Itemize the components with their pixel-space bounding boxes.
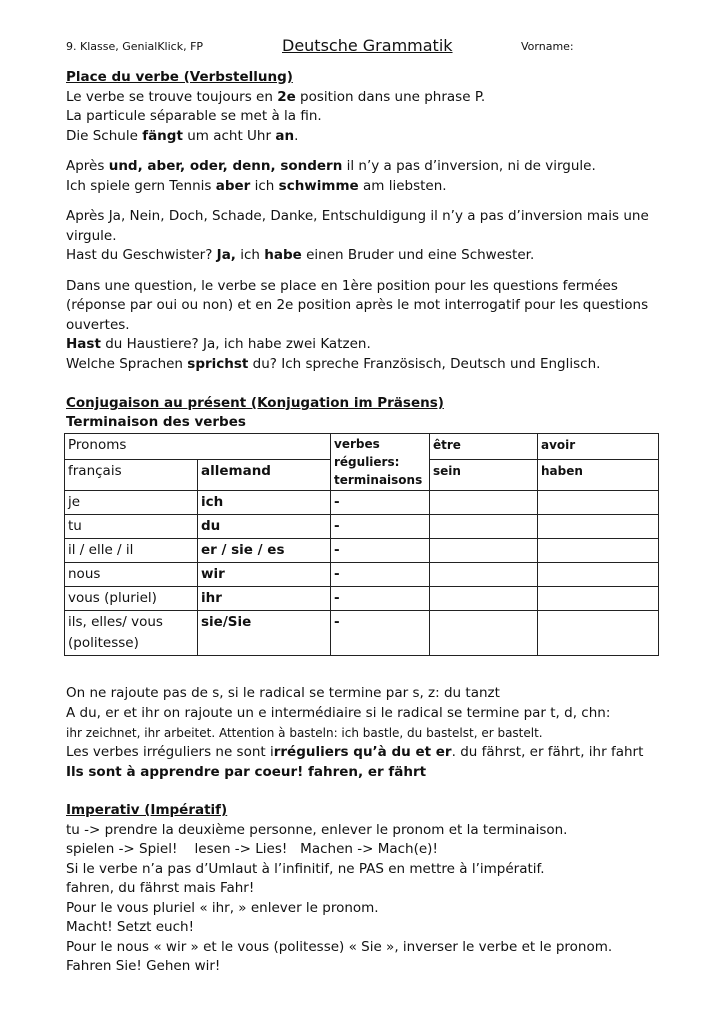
- section-heading-verbstellung: Place du verbe (Verbstellung): [66, 69, 293, 85]
- cell-ending: -: [331, 563, 430, 587]
- cell-allemand: du: [198, 515, 331, 539]
- subheading-terminaison: Terminaison des verbes: [66, 414, 246, 430]
- imperativ-line: Macht! Setzt euch!: [66, 919, 194, 935]
- cell-francais: nous: [65, 563, 198, 587]
- table-row: [65, 563, 659, 587]
- example-line: Ich spiele gern Tennis aber ich schwimme am liebsten.: [66, 178, 447, 194]
- imperativ-line: Si le verbe n’a pas d’Umlaut à l’infinitif, ne PAS en mettre à l’impératif.: [66, 861, 545, 877]
- table-row: [65, 611, 659, 656]
- table-row: [65, 491, 659, 515]
- cell-francais: il / elle / il: [65, 539, 198, 563]
- cell-francais: je: [65, 491, 198, 515]
- cell-sein: [430, 563, 538, 587]
- conjugation-table: [64, 433, 659, 656]
- cell-francais: tu: [65, 515, 198, 539]
- note-line: ihr zeichnet, ihr arbeitet. Attention à basteln: ich bastle, du bastelst, er bastelt.: [66, 726, 543, 740]
- header-francais: français: [65, 460, 198, 491]
- table-row: [65, 539, 659, 563]
- imperativ-line: tu -> prendre la deuxième personne, enlever le pronom et la terminaison.: [66, 822, 568, 838]
- example-line: Hast du Geschwister? Ja, ich habe einen Bruder und eine Schwester.: [66, 247, 535, 263]
- page-title: Deutsche Grammatik: [282, 36, 453, 55]
- cell-haben: [538, 587, 659, 611]
- text-line: Dans une question, le verbe se place en 1ère position pour les questions fermées: [66, 278, 618, 294]
- header-sein: sein: [430, 460, 538, 491]
- example-line: Hast du Haustiere? Ja, ich habe zwei Katzen.: [66, 336, 371, 352]
- header-haben: haben: [538, 460, 659, 491]
- cell-allemand: wir: [198, 563, 331, 587]
- text-line: ouvertes.: [66, 317, 130, 333]
- cell-ending: -: [331, 491, 430, 515]
- cell-sein: [430, 539, 538, 563]
- cell-francais: ils, elles/ vous (politesse): [65, 611, 198, 656]
- imperativ-line: Fahren Sie! Gehen wir!: [66, 958, 221, 974]
- text-line: Le verbe se trouve toujours en 2e position dans une phrase P.: [66, 89, 486, 105]
- vorname-label: Vorname:: [521, 40, 574, 53]
- cell-haben: [538, 563, 659, 587]
- cell-allemand: ich: [198, 491, 331, 515]
- cell-sein: [430, 491, 538, 515]
- text-line: Après und, aber, oder, denn, sondern il n’y a pas d’inversion, ni de virgule.: [66, 158, 596, 174]
- cell-haben: [538, 515, 659, 539]
- example-line: Welche Sprachen sprichst du? Ich spreche Französisch, Deutsch und Englisch.: [66, 356, 601, 372]
- note-line: Les verbes irréguliers ne sont irréguliers qu’à du et er. du fährst, er fährt, ihr fahrt: [66, 744, 644, 760]
- cell-allemand: sie/Sie: [198, 611, 331, 656]
- header-verbes-reguliers: verbes réguliers: terminaisons: [331, 434, 430, 491]
- cell-sein: [430, 611, 538, 656]
- header-pronoms: Pronoms: [65, 434, 331, 460]
- cell-haben: [538, 539, 659, 563]
- header-avoir: avoir: [538, 434, 659, 460]
- cell-haben: [538, 611, 659, 656]
- cell-ending: -: [331, 515, 430, 539]
- imperativ-line: fahren, du fährst mais Fahr!: [66, 880, 255, 896]
- cell-sein: [430, 587, 538, 611]
- section-heading-imperativ: Imperativ (Impératif): [66, 802, 228, 818]
- text-line: (réponse par oui ou non) et en 2e position après le mot interrogatif pour les questions: [66, 297, 649, 313]
- text-line: La particule séparable se met à la fin.: [66, 108, 322, 124]
- header-allemand: allemand: [198, 460, 331, 491]
- cell-ending: -: [331, 611, 430, 656]
- cell-ending: -: [331, 539, 430, 563]
- cell-haben: [538, 491, 659, 515]
- imperativ-line: Pour le vous pluriel « ihr, » enlever le pronom.: [66, 900, 379, 916]
- note-line: A du, er et ihr on rajoute un e intermédiaire si le radical se termine par t, d, chn:: [66, 705, 611, 721]
- note-line: Ils sont à apprendre par coeur! fahren, er fährt: [66, 764, 427, 780]
- table-row: [65, 515, 659, 539]
- header-etre: être: [430, 434, 538, 460]
- table-row: [65, 587, 659, 611]
- cell-allemand: er / sie / es: [198, 539, 331, 563]
- cell-sein: [430, 515, 538, 539]
- text-line: Après Ja, Nein, Doch, Schade, Danke, Entschuldigung il n’y a pas d’inversion mais une: [66, 208, 649, 224]
- text-line: virgule.: [66, 228, 117, 244]
- cell-allemand: ihr: [198, 587, 331, 611]
- cell-francais: vous (pluriel): [65, 587, 198, 611]
- imperativ-line: spielen -> Spiel! lesen -> Lies! Machen -> Mach(e)!: [66, 841, 438, 857]
- note-line: On ne rajoute pas de s, si le radical se termine par s, z: du tanzt: [66, 685, 500, 701]
- table-header-row: [65, 434, 659, 460]
- example-line: Die Schule fängt um acht Uhr an.: [66, 128, 299, 144]
- cell-ending: -: [331, 587, 430, 611]
- class-info: 9. Klasse, GenialKlick, FP: [66, 40, 204, 53]
- section-heading-konjugation: Conjugaison au présent (Konjugation im Präsens): [66, 395, 444, 411]
- imperativ-line: Pour le nous « wir » et le vous (politesse) « Sie », inverser le verbe et le pronom.: [66, 939, 613, 955]
